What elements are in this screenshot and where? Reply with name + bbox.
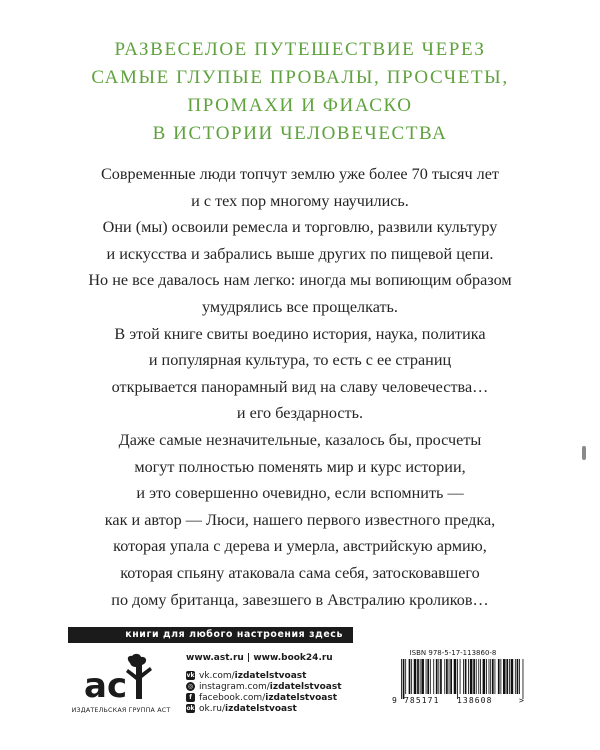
barcode-bar: [426, 659, 427, 694]
headline-line: ПРОМАХИ И ФИАСКО: [187, 95, 413, 116]
barcode-bar: [454, 659, 457, 694]
blurb-line: и популярная культура, то есть с ее страниц: [148, 351, 452, 370]
barcode-bar: [411, 659, 412, 694]
social-links: [186, 670, 342, 714]
barcode-bar: [492, 659, 494, 694]
barcode-bar: [414, 659, 417, 694]
blurb-line: Они (мы) освоили ремесла и торговлю, развили культуру: [102, 218, 498, 237]
barcode-bar: [489, 659, 490, 694]
barcode-bar: [430, 659, 431, 694]
barcode-bar: [449, 659, 450, 694]
social-handle: izdatelstvoast: [225, 703, 297, 714]
blurb-line: Даже самые незначительные, казалось бы, просчеты: [118, 430, 482, 449]
barcode-bar: [490, 659, 491, 694]
barcode-bar: [403, 659, 405, 699]
barcode-bar: [480, 659, 481, 694]
instagram-icon: ◎: [187, 683, 194, 690]
barcode-bar: [515, 659, 516, 694]
blurb-line: по дому британца, завезшего в Австралию кроликов…: [111, 590, 489, 609]
barcode-bar: [523, 659, 524, 699]
barcode-bars: [401, 659, 523, 699]
side-marker: [582, 446, 586, 460]
barcode-bar: [495, 659, 496, 694]
svg-text:ac: ac: [84, 666, 128, 703]
barcode-bar: [483, 659, 486, 694]
barcode-bar: [420, 659, 421, 694]
barcode-bar: [468, 659, 469, 694]
barcode-bar: [409, 659, 411, 694]
facebook-icon: f: [186, 693, 195, 702]
barcode-left-group: 785171: [404, 696, 440, 705]
blurb-line: Современные люди топчут землю уже более 70 тысяч лет: [100, 165, 499, 183]
barcode-first-digit: 9: [392, 696, 397, 705]
barcode-right-group: 138608: [457, 696, 493, 705]
barcode-bar: [509, 659, 510, 694]
barcode-bar: [421, 659, 424, 694]
barcode-bar: [440, 659, 442, 694]
social-link-ok[interactable]: [186, 703, 342, 714]
barcode-bar: [519, 659, 520, 694]
social-prefix: instagram.com/: [199, 681, 270, 692]
blurb-line: и искусства и забрались выше других по пищевой цепи.: [106, 244, 494, 263]
barcode-bar: [517, 659, 519, 694]
barcode-bar: [405, 659, 406, 694]
blurb-line: В этой книге свиты воедино история, наука, политика: [114, 324, 486, 343]
social-prefix: ok.ru/: [199, 703, 226, 714]
social-handle: izdatelstvoast: [269, 681, 342, 692]
barcode-bar: [444, 659, 445, 694]
blurb-line: которая спьяну атаковала сама себя, затосковавшего: [120, 563, 480, 582]
social-prefix: vk.com/: [199, 670, 235, 681]
social-prefix: facebook.com/: [199, 692, 266, 703]
blurb-line: как и автор — Люси, нашего первого известного предка,: [104, 510, 496, 529]
barcode-bar: [436, 659, 438, 694]
barcode: [391, 659, 535, 705]
headline: [0, 36, 600, 148]
barcode-bar: [438, 659, 439, 694]
vk-icon: vk: [186, 672, 195, 679]
headline-line: В ИСТОРИИ ЧЕЛОВЕЧЕСТВА: [152, 123, 448, 144]
barcode-bar: [401, 659, 402, 699]
barcode-bar: [473, 659, 475, 694]
blurb-text: [0, 161, 600, 613]
isbn-label: ISBN 978-5-17-113860-8: [409, 649, 497, 657]
barcode-bar: [460, 659, 461, 694]
blurb-line: и его бездарность.: [236, 404, 364, 423]
ast-logo-icon: [80, 653, 160, 703]
social-link-facebook[interactable]: [186, 692, 342, 703]
website-links[interactable]: www.ast.ru | www.book24.ru: [186, 653, 333, 663]
tagline-bar: книги для любого настроения здесь: [68, 627, 353, 643]
barcode-bar: [476, 659, 477, 694]
blurb-line: которая упала с дерева и умерла, австрийскую армию,: [113, 537, 487, 556]
barcode-bar: [450, 659, 452, 694]
blurb-line: могут полностью поменять мир и курс истории,: [134, 457, 466, 476]
social-link-vk[interactable]: [186, 670, 342, 681]
barcode-bar: [478, 659, 479, 694]
barcode-bar: [457, 659, 458, 699]
publisher-name: ИЗДАТЕЛЬСКАЯ ГРУППА АСТ: [71, 707, 171, 714]
barcode-marker: >: [519, 696, 524, 705]
barcode-bar: [465, 659, 467, 694]
barcode-bar: [511, 659, 514, 694]
social-handle: izdatelstvoast: [265, 692, 338, 703]
blurb-line: и с тех пор многому научились.: [191, 191, 409, 210]
barcode-bar: [427, 659, 429, 694]
barcode-bar: [470, 659, 473, 694]
ok-icon: ok: [186, 705, 195, 712]
blurb-line: и это совершенно очевидно, если вспомнить —: [136, 484, 464, 503]
blurb-line: Но не все давалось нам легко: иногда мы вопиющим образом: [88, 271, 512, 290]
barcode-bar: [486, 659, 487, 694]
isbn-block: [391, 649, 535, 705]
barcode-bar: [433, 659, 434, 694]
barcode-bar: [463, 659, 464, 694]
barcode-bar: [417, 659, 419, 694]
barcode-bar: [503, 659, 506, 694]
social-handle: izdatelstvoast: [234, 670, 307, 681]
barcode-bar: [506, 659, 508, 694]
headline-line: РАЗВЕСЕЛОЕ ПУТЕШЕСТВИЕ ЧЕРЕЗ: [114, 39, 486, 60]
barcode-bar: [446, 659, 448, 694]
headline-line: САМЫЕ ГЛУПЫЕ ПРОВАЛЫ, ПРОСЧЕТЫ,: [91, 67, 509, 88]
blurb-line: открывается панорамный вид на славу человечества…: [111, 377, 489, 396]
barcode-bar: [498, 659, 500, 694]
social-link-instagram[interactable]: [186, 681, 342, 692]
barcode-bar: [500, 659, 501, 694]
blurb-line: умудрялись все прощелкать.: [202, 297, 398, 316]
